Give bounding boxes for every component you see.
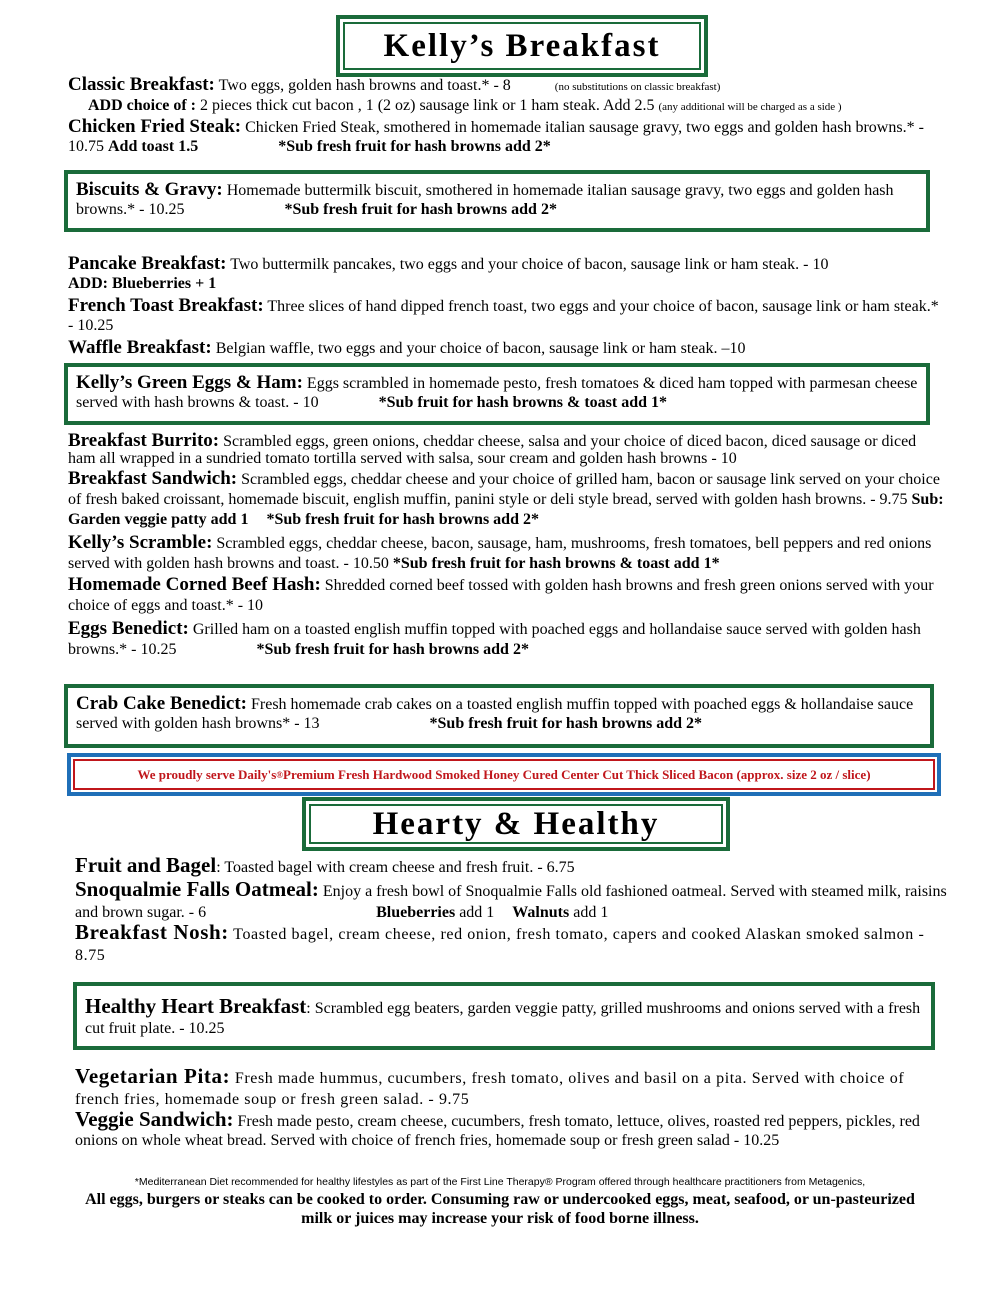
- item-desc: Scrambled eggs, cheddar cheese, bacon, sausage, ham, mushrooms, fresh tomatoes, bell peppers and red onions served with golden hash browns and toast. - 10.50: [68, 535, 932, 572]
- sub-note: *Sub fresh fruit for hash browns add 2*: [278, 138, 551, 155]
- sub-note: *Sub fresh fruit for hash browns add 2*: [266, 511, 539, 528]
- item-name: Breakfast Nosh:: [75, 920, 229, 944]
- item-name: Kelly’s Scramble:: [68, 532, 213, 553]
- item-name: Veggie Sandwich:: [75, 1107, 234, 1131]
- item-name: Chicken Fried Steak:: [68, 116, 242, 137]
- sub-note: *Sub fresh fruit for hash browns & toast add 1*: [392, 555, 720, 572]
- menu-item-veggie-sandwich: [75, 1107, 935, 1150]
- item-desc: Fresh made hummus, cucumbers, fresh tomato, olives and basil on a pita. Served with choice of french fries, homemade soup or fresh green salad. - 9.75: [75, 1070, 905, 1108]
- item-name: Crab Cake Benedict:: [76, 693, 247, 714]
- item-name: Fruit and Bagel: [75, 853, 217, 877]
- healthy-title-box: [302, 797, 730, 851]
- bacon-note: [73, 759, 935, 790]
- menu-item-vegetarian-pita: [75, 1066, 945, 1110]
- item-desc: Enjoy a fresh bowl of Snoqualmie Falls old fashioned oatmeal. Served with steamed milk, raisins and brown sugar. - 6: [75, 883, 947, 921]
- menu-item-scramble: [68, 533, 948, 574]
- item-desc: Fresh homemade crab cakes on a toasted english muffin topped with poached eggs & hollandaise sauce served with golden hash browns* - 13: [76, 696, 914, 732]
- bacon-note-pre: We proudly serve Daily's: [137, 766, 277, 782]
- sub-note: *Sub fresh fruit for hash browns add 2*: [429, 715, 703, 732]
- bacon-note-box: [67, 753, 941, 796]
- item-desc: Belgian waffle, two eggs and your choice of bacon, sausage link or ham steak. –10: [211, 340, 746, 357]
- walnuts-price: add 1: [569, 904, 609, 921]
- healthy-title: Hearty & Healthy: [309, 804, 723, 844]
- menu-item-oatmeal: [75, 879, 955, 923]
- walnuts-label: Walnuts: [512, 904, 570, 921]
- item-desc: Two eggs, golden hash browns and toast.* - 8: [214, 77, 511, 94]
- item-name: Breakfast Sandwich:: [68, 468, 238, 489]
- item-name: Biscuits & Gravy:: [76, 179, 223, 200]
- item-name: Eggs Benedict:: [68, 618, 189, 639]
- registered-mark: ®: [276, 769, 283, 780]
- sub-note: *Sub fresh fruit for hash browns add 2*: [256, 641, 529, 658]
- item-name: Vegetarian Pita:: [75, 1064, 231, 1088]
- item-name: Waffle Breakfast:: [68, 337, 212, 358]
- item-desc: Scrambled eggs, cheddar cheese and your choice of grilled ham, bacon or sausage link served on your choice of fresh baked croissant, homemade biscuit, english muffin, panini style or deli style bread, served with golden hash browns. - 9.75: [68, 471, 940, 508]
- item-desc: Homemade buttermilk biscuit, smothered in homemade italian sausage gravy, two eggs and golden hash browns.* - 10.25: [76, 182, 894, 218]
- menu-item-fruit-bagel: [75, 855, 955, 878]
- add-label: ADD choice of :: [88, 97, 196, 114]
- menu-item-pancake: [68, 254, 948, 274]
- menu-item-corned-beef-hash: [68, 575, 948, 616]
- menu-item-biscuits-gravy: [64, 170, 930, 232]
- diet-note: *Mediterranean Diet recommended for healthy lifestyles as part of the First Line Therapy® Program offered through healthcare practitioners from Metagenics,: [134, 1176, 866, 1188]
- menu-item-classic: [68, 75, 968, 97]
- add-toast: Add toast 1.5: [108, 138, 199, 155]
- menu-item-eggs-benedict: [68, 619, 948, 660]
- item-desc: Shredded corned beef tossed with golden hash browns and fresh green onions served with your choice of eggs and toast.* - 10: [68, 577, 934, 614]
- item-desc: Scrambled eggs, green onions, cheddar cheese, salsa and your choice of diced bacon, diced sausage or diced ham all wrapped in a sundried tomato tortilla served with salsa, sour cream and golden hash browns - 10: [68, 433, 917, 467]
- item-name: Homemade Corned Beef Hash:: [68, 574, 321, 595]
- food-safety-warning: All eggs, burgers or steaks can be cooked to order. Consuming raw or undercooked eggs, meat, seafood, or un-pasteurized milk or juices may increase your risk of food borne illness.: [85, 1191, 915, 1227]
- item-name: Kelly’s Green Eggs & Ham:: [76, 372, 303, 393]
- pancake-add: ADD: Blueberries + 1: [68, 275, 217, 292]
- item-desc: Fresh made pesto, cream cheese, cucumbers, fresh tomato, lettuce, olives, roasted red peppers, pickles, red onions on whole wheat bread. Served with choice of french fries, homemade soup or fresh green salad - 10.25: [75, 1113, 920, 1149]
- item-desc: Two buttermilk pancakes, two eggs and your choice of bacon, sausage link or ham steak. - 10: [226, 256, 829, 273]
- add-desc: 2 pieces thick cut bacon , 1 (2 oz) sausage link or 1 ham steak. Add 2.5: [195, 97, 659, 114]
- item-desc: Chicken Fried Steak, smothered in homemade italian sausage gravy, two eggs and golden hash browns.* - 10.75: [68, 119, 924, 155]
- sub-note: *Sub fresh fruit for hash browns add 2*: [284, 201, 557, 218]
- item-name: Breakfast Burrito:: [68, 430, 220, 451]
- garden-sub: Sub: Garden veggie patty add 1: [68, 491, 944, 528]
- item-name: Snoqualmie Falls Oatmeal:: [75, 877, 319, 901]
- menu-item-chicken-fried-steak: [68, 117, 948, 156]
- add-note: (any additional will be charged as a side ): [658, 101, 842, 113]
- item-name: Classic Breakfast:: [68, 74, 215, 95]
- blueberries-price: add 1: [455, 904, 495, 921]
- classic-add-line: [88, 96, 968, 117]
- item-desc: Toasted bagel, cream cheese, red onion, fresh tomato, capers and cooked Alaskan smoked salmon - 8.75: [75, 926, 925, 964]
- bacon-note-post: Premium Fresh Hardwood Smoked Honey Cured Center Cut Thick Sliced Bacon (approx. size 2 oz / slice): [283, 766, 871, 782]
- item-name: Pancake Breakfast:: [68, 253, 227, 274]
- breakfast-title: Kelly’s Breakfast: [343, 22, 701, 70]
- item-desc: Eggs scrambled in homemade pesto, fresh tomatoes & diced ham topped with parmesan cheese served with hash browns & toast. - 10: [76, 375, 918, 411]
- menu-item-waffle: [68, 338, 948, 358]
- item-note: (no substitutions on classic breakfast): [554, 81, 721, 93]
- menu-item-healthy-heart: [73, 982, 935, 1050]
- item-name: Healthy Heart Breakfast: [85, 994, 307, 1018]
- sub-note: *Sub fruit for hash browns & toast add 1*: [378, 394, 667, 411]
- menu-item-green-eggs-ham: [64, 363, 930, 425]
- item-desc: Grilled ham on a toasted english muffin topped with poached eggs and hollandaise sauce served with golden hash browns.* - 10.25: [68, 621, 921, 658]
- menu-item-breakfast-sandwich: [68, 469, 948, 530]
- menu-item-french-toast: [68, 296, 948, 335]
- item-name: French Toast Breakfast:: [68, 295, 264, 316]
- item-desc: Three slices of hand dipped french toast, two eggs and your choice of bacon, sausage link or ham steak.* - 10.25: [68, 298, 939, 334]
- menu-item-burrito: [68, 432, 940, 467]
- blueberries-label: Blueberries: [376, 904, 456, 921]
- item-desc: : Scrambled egg beaters, garden veggie patty, grilled mushrooms and onions served with a fresh cut fruit plate. - 10.25: [85, 1000, 921, 1037]
- menu-item-breakfast-nosh: [75, 922, 945, 966]
- menu-item-crab-cake-benedict: [64, 684, 934, 748]
- breakfast-title-box: [336, 15, 708, 77]
- item-desc: : Toasted bagel with cream cheese and fresh fruit. - 6.75: [216, 859, 575, 876]
